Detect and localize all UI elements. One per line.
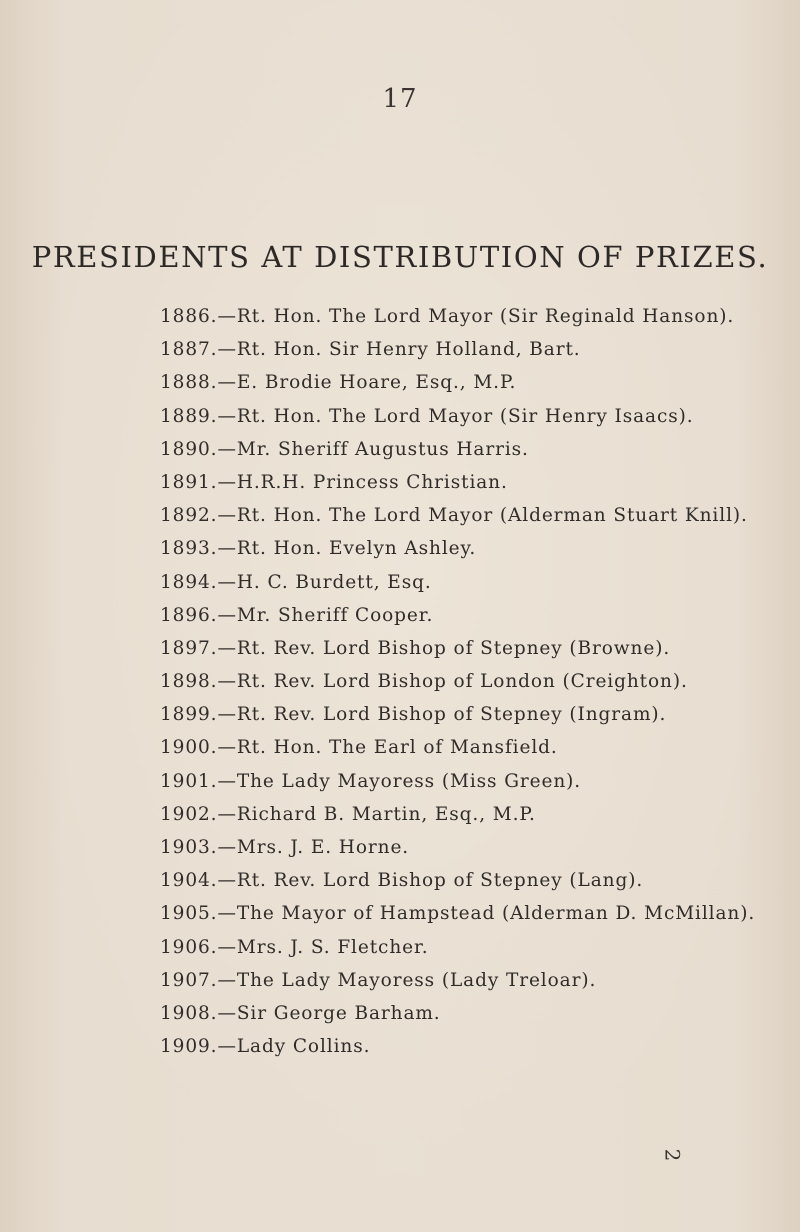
list-item: 1892.—Rt. Hon. The Lord Mayor (Alderman Stuart Knill). xyxy=(160,505,748,527)
list-item: 1901.—The Lady Mayoress (Miss Green). xyxy=(160,770,582,792)
list-item: 1902.—Richard B. Martin, Esq., M.P. xyxy=(160,803,536,825)
list-item: 1889.—Rt. Hon. The Lord Mayor (Sir Henry Isaacs). xyxy=(160,405,694,427)
list-item: 1890.—Mr. Sheriff Augustus Harris. xyxy=(160,438,529,460)
list-item: 1905.—The Mayor of Hampstead (Alderman D. McMillan). xyxy=(160,903,756,925)
signature-mark: 2 xyxy=(660,1148,685,1162)
page-title: PRESIDENTS AT DISTRIBUTION OF PRIZES. xyxy=(31,240,769,274)
list-item: 1894.—H. C. Burdett, Esq. xyxy=(160,571,432,593)
list-item: 1898.—Rt. Rev. Lord Bishop of London (Creighton). xyxy=(160,671,688,693)
list-item: 1906.—Mrs. J. S. Fletcher. xyxy=(160,936,429,958)
list-item: 1886.—Rt. Hon. The Lord Mayor (Sir Reginald Hanson). xyxy=(160,306,735,327)
list-item: 1904.—Rt. Rev. Lord Bishop of Stepney (Lang). xyxy=(160,870,644,892)
list-item: 1899.—Rt. Rev. Lord Bishop of Stepney (Ingram). xyxy=(160,704,667,726)
list-item: 1888.—E. Brodie Hoare, Esq., M.P. xyxy=(160,372,517,394)
presidents-list xyxy=(160,300,755,1063)
list-item: 1903.—Mrs. J. E. Horne. xyxy=(160,837,410,858)
list-item: 1909.—Lady Collins. xyxy=(160,1036,371,1058)
list-item: 1896.—Mr. Sheriff Cooper. xyxy=(160,604,434,626)
list-item: 1908.—Sir George Barham. xyxy=(160,1002,441,1024)
page-number: 17 xyxy=(382,84,418,114)
list-item: 1897.—Rt. Rev. Lord Bishop of Stepney (Browne). xyxy=(160,637,671,659)
list-item: 1891.—H.R.H. Princess Christian. xyxy=(160,471,508,493)
list-item: 1893.—Rt. Hon. Evelyn Ashley. xyxy=(160,538,477,560)
list-item: 1887.—Rt. Hon. Sir Henry Holland, Bart. xyxy=(160,339,581,361)
list-item: 1907.—The Lady Mayoress (Lady Treloar). xyxy=(160,969,597,991)
list-item: 1900.—Rt. Hon. The Earl of Mansfield. xyxy=(160,737,558,759)
